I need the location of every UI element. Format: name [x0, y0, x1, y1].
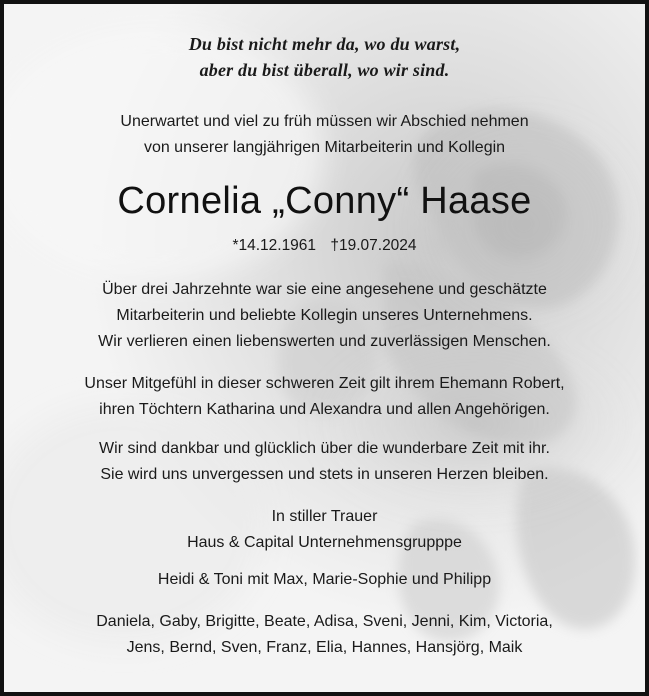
paragraph-1-line-2: Mitarbeiterin und beliebte Kollegin unseres Unternehmens. [116, 307, 533, 324]
intro-line-2: von unserer langjährigen Mitarbeiterin und Kollegin [143, 139, 506, 156]
motto-line-1: Du bist nicht mehr da, wo du warst, [188, 34, 461, 54]
paragraph-2-line-2: ihren Töchtern Katharina und Alexandra und allen Angehörigen. [99, 401, 550, 418]
signature-intro: In stiller Trauer [271, 508, 378, 525]
paragraph-1-line-3: Wir verlieren einen liebenswerten und zuverlässigen Menschen. [98, 333, 551, 350]
intro-line-1: Unerwartet und viel zu früh müssen wir Abschied nehmen [120, 113, 529, 130]
paragraph-3-line-1: Wir sind dankbar und glücklich über die wunderbare Zeit mit ihr. [99, 440, 550, 457]
signature-colleagues-line-1: Daniela, Gaby, Brigitte, Beate, Adisa, Sveni, Jenni, Kim, Victoria, [96, 613, 553, 630]
life-dates: *14.12.1961 †19.07.2024 [232, 237, 417, 254]
signature-company: Haus & Capital Unternehmensgrupppe [187, 534, 462, 551]
paragraph-3-line-2: Sie wird uns unvergessen und stets in unseren Herzen bleiben. [100, 466, 549, 483]
signature-family: Heidi & Toni mit Max, Marie-Sophie und Philipp [157, 571, 492, 588]
obituary-text [4, 4, 645, 692]
paragraph-2-line-1: Unser Mitgefühl in dieser schweren Zeit gilt ihrem Ehemann Robert, [84, 375, 565, 392]
paragraph-1-line-1: Über drei Jahrzehnte war sie eine angesehene und geschätzte [102, 281, 547, 298]
deceased-name: Cornelia „Conny“ Haase [117, 180, 532, 222]
signature-colleagues-line-2: Jens, Bernd, Sven, Franz, Elia, Hannes, Hansjörg, Maik [126, 639, 523, 656]
motto-line-2: aber du bist überall, wo wir sind. [199, 60, 450, 80]
